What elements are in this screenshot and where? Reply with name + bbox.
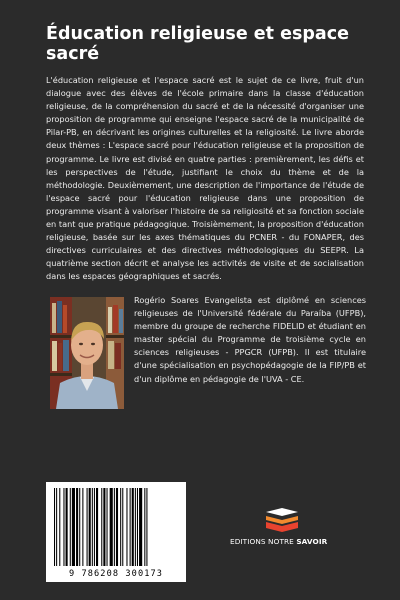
barcode-bar [103,488,105,566]
barcode-bar [114,488,115,566]
barcode-bar [92,488,93,566]
barcode-bar [89,488,91,566]
publisher-logo-icon [264,506,300,532]
barcode-bar [70,488,71,566]
book-summary: L'éducation religieuse et l'espace sacré est le sujet de ce livre, fruit d'un dialogue avec des élèves de l'école primaire dans la classe d'éducation religieuse, de la compréhension du sacré et de la nécessité d'organiser une proposition de programme qui enseigne l'espace sacré de la municipalité de Pilar-PB, en décrivant les origines culturelles et la religiosité. Le livre aborde deux thèmes : L'espace sacré pour l'éducation religieuse et la proposition de programme. Le livre est divisé en quatre parties : premièrement, les défis et les perspectives de l'étude, justifiant le choix du thème et de la méthodologie. Deuxièmement, une description de l'importance de l'étude de l'espace sacré pour l'éducation religieuse dans une proposition de programme visant à valoriser l'histoire de sa religiosité et sa fonction sociale en tant que pratique pédagogique. Troisièmement, la proposition d'éducation religieuse, basée sur les axes thématiques du PCNER - du FONAPER, des directives curriculaires et des directives méthodologiques du SEEPR. La quatrième section décrit et analyse les activités de visite et de socialisation dans les espaces géographiques et sacrés. [46,75,364,282]
barcode-bar [63,488,64,566]
barcode-bar [76,488,78,566]
barcode-bar [146,488,147,566]
barcode-bar [144,488,145,566]
author-photo [50,297,124,409]
isbn-digits: 9 786208 300173 [68,569,164,579]
barcode-bar [101,488,102,566]
barcode-bar [126,488,127,566]
barcode-bar [122,488,123,566]
barcode-bar [66,488,68,566]
barcode-bar [56,488,57,566]
publisher-name [230,537,338,546]
barcode-bar [87,488,88,566]
barcode-bar [120,488,121,566]
barcode-bar [132,488,134,566]
publisher-name-prefix: EDITIONS NOTRE [230,537,297,546]
barcode-bar [116,488,118,566]
barcode-bar [107,488,108,566]
publisher-name-emphasis: SAVOIR [296,537,328,546]
barcode-bar [54,488,55,566]
barcode-bar [96,488,98,566]
barcode-bar [59,488,60,566]
barcode-bar [135,488,136,566]
barcode-bar [82,488,83,566]
barcode-bar [139,488,142,566]
barcode-bar [130,488,131,566]
barcode-bar [137,488,138,566]
book-title: Éducation religieuse et espace sacré [46,24,349,64]
author-bio: Rogério Soares Evangelista est diplômé en sciences religieuses de l'Université fédérale du Paraíba (UFPB), membre du groupe de recherche FIDELID et étudiant en master spécial du Programme de troisième cycle en sciences religieuses - PPGCR (UFPB). Il est titulaire d'une spécialisation en psychopédagogie de la FIP/PB et d'un diplôme en pédagogie de l'UVA - CE. [134,295,366,384]
barcode-bar [110,488,113,566]
barcode-bar [94,488,95,566]
barcode-bar [72,488,75,566]
barcode-bar [79,488,80,566]
isbn-barcode [46,482,186,582]
